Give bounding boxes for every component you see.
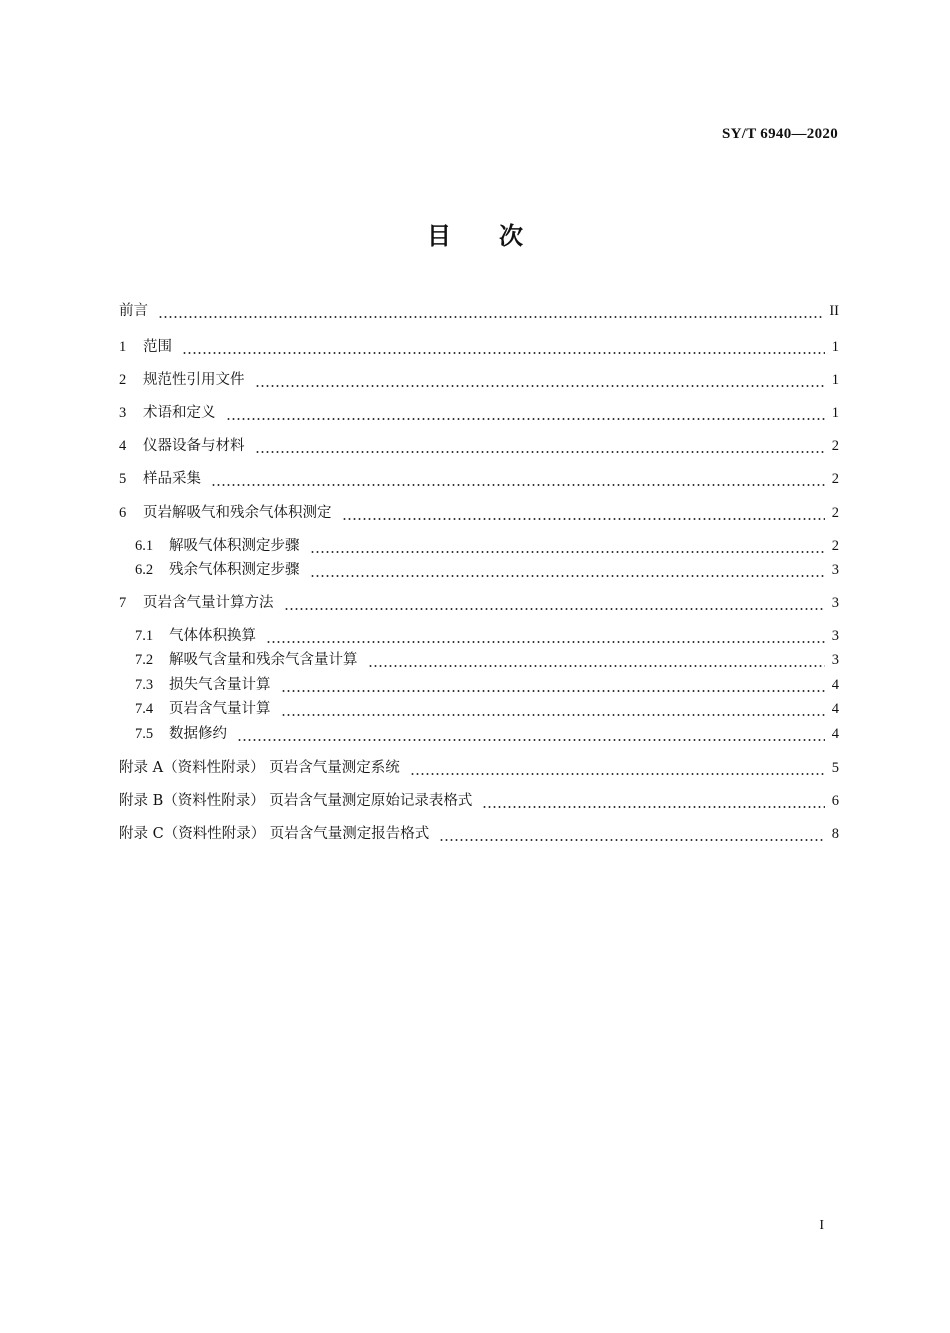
toc-entry-page: 3 [831,652,839,668]
toc-entry[interactable] [119,790,839,812]
toc-entry-page: 3 [831,628,839,644]
toc-entry-label: 术语和定义 [143,405,216,421]
toc-entry-page: 3 [831,595,839,611]
toc-entry-page: 1 [831,372,839,388]
toc-entry-page: 4 [831,726,839,742]
toc-entry[interactable] [135,649,839,671]
toc-entry-page: 1 [831,339,839,355]
toc-dot-leader [310,535,826,557]
toc-entry-number: 1 [119,339,127,355]
toc-entry[interactable] [119,757,839,779]
toc-entry-label: 附录 A（资料性附录） 页岩含气量测定系统 [119,760,400,776]
toc-entry-number: 7.4 [135,701,154,717]
toc-dot-leader [255,369,826,391]
toc-entry-page: 3 [831,562,839,578]
page-title [0,216,950,251]
toc-entry-number: 4 [119,438,127,454]
toc-dot-leader [237,723,825,745]
toc-dot-leader [182,336,825,358]
toc-dot-leader [211,468,825,490]
toc-dot-leader [284,592,826,614]
toc-entry[interactable] [135,535,839,557]
toc-entry-label: 页岩含气量计算方法 [143,595,274,611]
toc-entry-page: II [829,303,839,319]
toc-dot-leader [368,649,826,671]
toc-entry[interactable] [119,468,839,490]
toc-entry-label: 解吸气含量和残余气含量计算 [169,652,358,668]
toc-entry[interactable] [119,402,839,424]
toc-entry-label: 样品采集 [143,471,201,487]
toc-entry-page: 8 [831,826,839,842]
toc-entry-number: 2 [119,372,127,388]
toc-dot-leader [310,559,826,581]
toc-entry-page: 5 [831,760,839,776]
toc-entry-label: 残余气体积测定步骤 [169,562,300,578]
toc-entry-number: 6.2 [135,562,154,578]
toc-entry[interactable] [119,369,839,391]
toc-entry[interactable] [135,559,839,581]
toc-entry-page: 1 [831,405,839,421]
page-title-part1: 目 [427,222,451,250]
toc-entry-label: 范围 [143,339,172,355]
toc-entry-label: 附录 C（资料性附录） 页岩含气量测定报告格式 [119,826,430,842]
toc-entry-page: 4 [831,677,839,693]
toc-entry[interactable] [119,823,839,845]
toc-entry-label: 仪器设备与材料 [143,438,245,454]
toc-entry-label: 前言 [119,303,148,319]
page-title-part2: 次 [499,222,523,250]
toc-entry-number: 3 [119,405,127,421]
toc-entry-label: 页岩解吸气和残余气体积测定 [143,505,332,521]
toc-entry-label: 气体体积换算 [169,628,256,644]
toc-entry-page: 2 [831,438,839,454]
toc-dot-leader [281,674,826,696]
toc-entry-number: 6 [119,505,127,521]
toc-entry-label: 规范性引用文件 [143,372,245,388]
toc-entry[interactable] [119,300,839,322]
toc-entry[interactable] [135,625,839,647]
toc-entry[interactable] [135,723,839,745]
toc-entry-page: 6 [831,793,839,809]
toc-entry-label: 数据修约 [169,726,227,742]
toc-entry-label: 损失气含量计算 [169,677,271,693]
toc-dot-leader [439,823,825,845]
toc-entry[interactable] [119,336,839,358]
toc-entry-page: 2 [831,538,839,554]
toc-entry[interactable] [135,674,839,696]
toc-entry-number: 7.3 [135,677,154,693]
toc-entry-number: 6.1 [135,538,154,554]
page-folio: I [819,1218,824,1233]
toc-entry-number: 7 [119,595,127,611]
toc-entry-label: 解吸气体积测定步骤 [169,538,300,554]
toc-dot-leader [281,698,826,720]
toc-dot-leader [482,790,825,812]
standard-code: SY/T 6940—2020 [721,126,838,142]
toc-entry-page: 4 [831,701,839,717]
toc-dot-leader [342,502,826,524]
toc-entry-number: 7.1 [135,628,154,644]
toc-entry[interactable] [135,698,839,720]
toc-dot-leader [255,435,826,457]
toc-entry-page: 2 [831,471,839,487]
toc-dot-leader [158,300,823,322]
toc-entry[interactable] [119,502,839,524]
toc-dot-leader [226,402,826,424]
toc-entry-number: 7.2 [135,652,154,668]
toc-entry[interactable] [119,435,839,457]
toc-entry[interactable] [119,592,839,614]
toc-entry-number: 5 [119,471,127,487]
toc-entry-number: 7.5 [135,726,154,742]
toc-entry-label: 附录 B（资料性附录） 页岩含气量测定原始记录表格式 [119,793,473,809]
toc-dot-leader [266,625,825,647]
toc-entry-page: 2 [831,505,839,521]
toc-dot-leader [410,757,825,779]
toc-entry-label: 页岩含气量计算 [169,701,271,717]
